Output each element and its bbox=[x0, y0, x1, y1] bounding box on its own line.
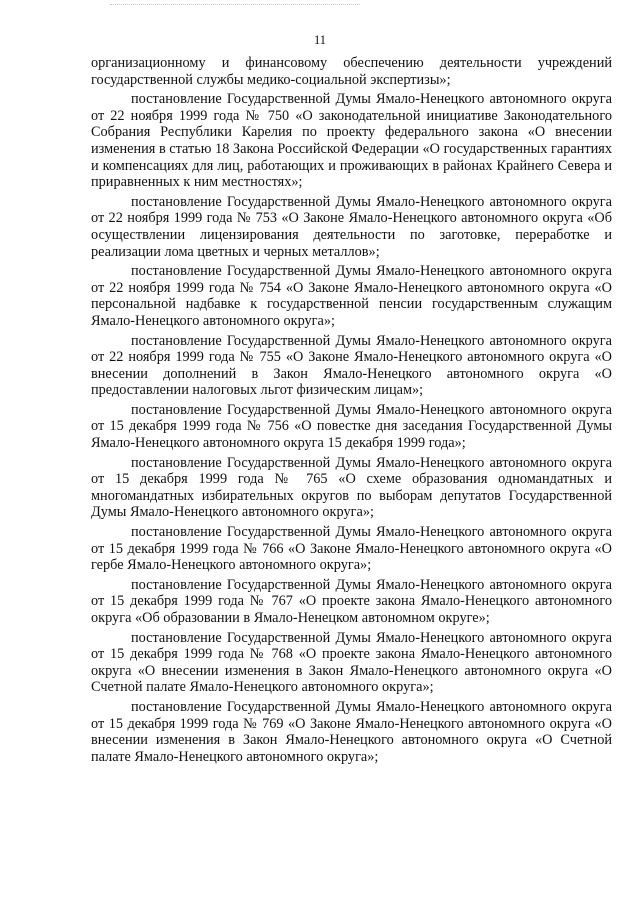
paragraph-resolution-754: постановление Государственной Думы Ямало-Ненецкого автономного округа от 22 ноября 1999 года № 754 «О Законе Ямало-Ненецкого автономного округа «О персональной надбавке к государственной пенсии государственным служащим Ямало-Ненецкого автономного округа»; bbox=[91, 263, 612, 329]
page-number: 11 bbox=[313, 33, 327, 47]
paragraph-continuation: организационному и финансовому обеспечению деятельности учреждений государственной службы медико-социальной экспертизы»; bbox=[91, 55, 612, 88]
document-body bbox=[91, 55, 612, 768]
paragraph-resolution-765: постановление Государственной Думы Ямало-Ненецкого автономного округа от 15 декабря 1999 года № 765 «О схеме образования одномандатных и многомандатных избирательных округов по выборам депутатов Государственной Думы Ямало-Ненецкого автономного округа»; bbox=[91, 454, 612, 521]
paragraph-resolution-767: постановление Государственной Думы Ямало-Ненецкого автономного округа от 15 декабря 1999 года № 767 «О проекте закона Ямало-Ненецкого автономного округа «Об образовании в Ямало-Ненецком автономном округе»; bbox=[91, 576, 612, 626]
paragraph-resolution-753: постановление Государственной Думы Ямало-Ненецкого автономного округа от 22 ноября 1999 года № 753 «О Законе Ямало-Ненецкого автономного округа «Об осуществлении лицензирования деятельности по заготовке, переработке и реализации лома цветных и черных металлов»; bbox=[91, 193, 612, 260]
paragraph-resolution-769: постановление Государственной Думы Ямало-Ненецкого автономного округа от 15 декабря 1999 года № 769 «О Законе Ямало-Ненецкого автономного округа «О внесении изменения в Закон Ямало-Ненецкого автономного округа «О Счетной палате Ямало-Ненецкого автономного округа»; bbox=[91, 698, 612, 765]
paragraph-resolution-755: постановление Государственной Думы Ямало-Ненецкого автономного округа от 22 ноября 1999 года № 755 «О Законе Ямало-Ненецкого автономного округа «О внесении дополнений в Закон Ямало-Ненецкого автономного округа «О предоставлении налоговых льгот физическим лицам»; bbox=[91, 332, 612, 399]
paragraph-resolution-750: постановление Государственной Думы Ямало-Ненецкого автономного округа от 22 ноября 1999 года № 750 «О законодательной инициативе Законодательного Собрания Республики Карелия по проекту федерального закона «О внесении изменения в статью 18 Закона Российской Федерации «О государственных гарантиях и компенсациях для лиц, работающих и проживающих в районах Крайнего Севера и приравненных к ним местностях»; bbox=[91, 91, 612, 191]
paragraph-resolution-756: постановление Государственной Думы Ямало-Ненецкого автономного округа от 15 декабря 1999 года № 756 «О повестке дня заседания Государственной Думы Ямало-Ненецкого автономного округа 15 декабря 1999 года»; bbox=[91, 401, 612, 452]
paragraph-resolution-768: постановление Государственной Думы Ямало-Ненецкого автономного округа от 15 декабря 1999 года № 768 «О проекте закона Ямало-Ненецкого автономного округа «О внесении изменения в Закон Ямало-Ненецкого автономного округа «О Счетной палате Ямало-Ненецкого автономного округа»; bbox=[91, 629, 612, 696]
paragraph-resolution-766: постановление Государственной Думы Ямало-Ненецкого автономного округа от 15 декабря 1999 года № 766 «О Законе Ямало-Ненецкого автономного округа «О гербе Ямало-Ненецкого автономного округа»; bbox=[91, 524, 612, 574]
scan-artifact-line bbox=[110, 4, 360, 7]
